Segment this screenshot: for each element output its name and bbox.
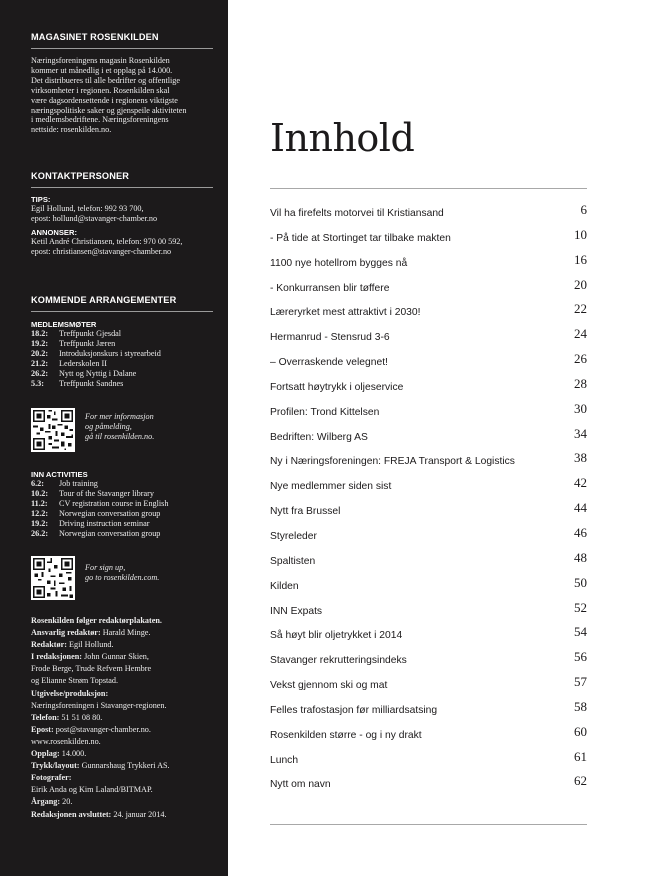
qr-code-icon[interactable]	[31, 556, 75, 600]
event-name: Treffpunkt Sandnes	[59, 378, 124, 388]
toc-item-title: Vekst gjennom ski og mat	[270, 680, 388, 692]
toc-item-title: Bedriften: Wilberg AS	[270, 431, 368, 443]
toc-item-title: INN Expats	[270, 605, 323, 617]
event-name: Tour of the Stavanger library	[59, 488, 154, 498]
ads-line: epost: christiansen@stavanger-chamber.no	[31, 246, 172, 256]
toc-item-page: 60	[574, 723, 587, 739]
toc-item[interactable]	[270, 574, 587, 599]
colophon-label: Utgivelse/produksjon:	[31, 688, 109, 698]
colophon-line	[31, 748, 170, 760]
event-name: CV registration course in English	[59, 498, 169, 508]
toc-item-page: 50	[574, 574, 587, 590]
colophon-line: Næringsforeningen i Stavanger-regionen.	[31, 700, 167, 710]
toc-item[interactable]	[270, 325, 587, 350]
toc-item[interactable]	[270, 748, 587, 773]
toc-item[interactable]	[270, 449, 587, 474]
toc-item-title: Nytt fra Brussel	[270, 506, 341, 518]
toc-item[interactable]	[270, 276, 587, 301]
toc-item[interactable]	[270, 772, 587, 797]
toc-item-title: Vil ha firefelts motorvei til Kristiansand	[270, 208, 444, 219]
event-row	[31, 509, 168, 519]
event-date: 6.2:	[31, 479, 44, 488]
qr-info-line: gå til rosenkilden.no.	[85, 432, 155, 441]
toc-item[interactable]	[270, 599, 587, 624]
toc-item-page: 57	[574, 674, 587, 690]
event-date: 11.2:	[31, 498, 48, 508]
toc-item[interactable]	[270, 300, 587, 325]
toc-item-title: Læreryrket mest attraktivt i 2030!	[270, 307, 421, 319]
toc-item[interactable]	[270, 698, 587, 723]
page-title: Innhold	[270, 116, 415, 160]
colophon	[31, 615, 170, 821]
colophon-label: Ansvarlig redaktør:	[31, 628, 101, 638]
toc-item-page: 24	[574, 326, 587, 342]
magazine-line: kommer ut månedlig i et opplag på 14.000.	[31, 65, 173, 75]
toc-item[interactable]	[270, 673, 587, 698]
divider	[31, 187, 213, 188]
event-row	[31, 529, 168, 539]
colophon-line: Frode Berge, Trude Refvem Hembre	[31, 664, 152, 674]
event-date: 10.2:	[31, 488, 49, 498]
toc-item-title: Felles trafostasjon før milliardsatsing	[270, 704, 438, 716]
colophon-label: Telefon:	[31, 712, 60, 722]
toc-item-page: 10	[574, 226, 587, 242]
toc-item-page: 61	[574, 748, 587, 764]
colophon-line: Rosenkilden følger redaktørplakaten.	[31, 616, 162, 625]
event-name: Nytt og Nyttig i Dalane	[59, 368, 137, 378]
toc-item-title: Lunch	[270, 754, 299, 766]
toc-item-page: 28	[574, 375, 587, 391]
tips-line: epost: hollund@stavanger-chamber.no	[31, 213, 158, 223]
ads-line: Ketil André Christiansen, telefon: 970 00 592,	[31, 236, 183, 246]
toc-item-title: Styreleder	[270, 530, 317, 542]
event-date: 19.2:	[31, 518, 49, 528]
toc-item[interactable]	[270, 648, 587, 673]
toc-item-page: 6	[580, 202, 587, 217]
event-name: Job training	[59, 479, 98, 488]
toc-item[interactable]	[270, 499, 587, 524]
members-label: MEDLEMSMØTER	[31, 320, 97, 329]
colophon-line: Eirik Anda og Kim Laland/BITMAP.	[31, 785, 153, 795]
colophon-label: Fotografer:	[31, 773, 72, 783]
toc-item-title: Nytt om navn	[270, 779, 331, 791]
toc-item[interactable]	[270, 723, 587, 748]
toc-item-page: 48	[574, 549, 587, 565]
table-of-contents	[270, 201, 587, 797]
magazine-line: virksomheter i regionen. Rosenkilden skal	[31, 85, 170, 95]
colophon-line	[31, 651, 170, 663]
qr-info-text	[85, 412, 154, 442]
toc-item-page: 30	[574, 400, 587, 416]
event-name: Introduksjonskurs i styrearbeid	[59, 348, 161, 358]
event-name: Treffpunkt Jæren	[59, 338, 116, 348]
colophon-value: 20.	[62, 797, 73, 807]
qr-info-line: For sign up,	[85, 563, 126, 572]
toc-item-title: 1100 nye hotellrom bygges nå	[270, 257, 408, 269]
toc-item-title: Profilen: Trond Kittelsen	[270, 406, 380, 418]
toc-item[interactable]	[270, 524, 587, 549]
sidebar	[0, 0, 228, 876]
toc-item[interactable]	[270, 226, 587, 251]
magazine-line: Næringsforeningens magasin Rosenkilden	[31, 56, 170, 65]
event-name: Norwegian conversation group	[59, 508, 161, 518]
toc-item-page: 26	[574, 351, 587, 367]
toc-item-page: 38	[574, 450, 587, 466]
tips-line: Egil Hollund, telefon: 992 93 700,	[31, 204, 144, 213]
toc-item-title: Rosenkilden større - og i ny drakt	[270, 729, 422, 741]
toc-item-page: 54	[574, 624, 587, 640]
divider	[270, 824, 587, 825]
toc-item[interactable]	[270, 251, 587, 276]
event-row	[31, 339, 161, 349]
toc-item-page: 16	[574, 251, 587, 267]
event-name: Treffpunkt Gjesdal	[59, 329, 122, 338]
contacts-block	[31, 195, 182, 257]
toc-item[interactable]	[270, 549, 587, 574]
event-date: 20.2:	[31, 348, 49, 358]
magazine-line: Det distribueres til alle bedrifter og offentlige	[31, 75, 180, 85]
colophon-line	[31, 809, 170, 821]
toc-item-page: 62	[574, 773, 587, 789]
members-events	[31, 320, 161, 388]
magazine-line: i medlemsbedriftene. Næringsforeningens	[31, 115, 169, 125]
toc-item-page: 56	[574, 649, 587, 665]
colophon-label: Epost:	[31, 724, 54, 734]
qr-info-line: For mer informasjon	[85, 412, 154, 421]
colophon-line	[31, 639, 170, 651]
toc-item[interactable]	[270, 425, 587, 450]
toc-item-page: 20	[574, 276, 587, 292]
toc-item[interactable]	[270, 623, 587, 648]
toc-item[interactable]	[270, 375, 587, 400]
event-date: 12.2:	[31, 508, 49, 518]
colophon-value: Egil Hollund.	[68, 640, 114, 650]
colophon-label: I redaksjonen:	[31, 652, 83, 662]
event-name: Driving instruction seminar	[59, 518, 150, 528]
event-date: 26.2:	[31, 528, 49, 538]
magazine-heading: MAGASINET ROSENKILDEN	[31, 32, 159, 42]
event-row	[31, 479, 168, 489]
magazine-line: næringspolitiske saker og gjenspeile aktiviteten	[31, 105, 187, 115]
toc-item-title: Nye medlemmer siden sist	[270, 481, 392, 493]
colophon-value: Harald Minge.	[102, 628, 151, 638]
toc-item-page: 22	[574, 301, 587, 317]
event-date: 26.2:	[31, 368, 49, 378]
event-date: 19.2:	[31, 338, 49, 348]
toc-item-title: - På tide at Stortinget tar tilbake makten	[270, 232, 451, 244]
magazine-description	[31, 56, 187, 135]
event-row	[31, 329, 161, 339]
colophon-line	[31, 627, 170, 639]
toc-item[interactable]	[270, 400, 587, 425]
colophon-value: 14.000.	[61, 749, 87, 759]
qr-info-text	[85, 563, 159, 583]
colophon-website-link[interactable]: www.rosenkilden.no.	[31, 736, 101, 746]
toc-item[interactable]	[270, 201, 587, 226]
event-row	[31, 499, 168, 509]
toc-item-title: Stavanger rekrutteringsindeks	[270, 655, 407, 667]
toc-item[interactable]	[270, 474, 587, 499]
colophon-line	[31, 760, 170, 772]
event-row	[31, 369, 161, 379]
event-date: 18.2:	[31, 329, 49, 338]
toc-item[interactable]	[270, 350, 587, 375]
toc-item-title: Kilden	[270, 580, 299, 592]
event-name: Lederskolen II	[59, 358, 107, 368]
colophon-line	[31, 724, 170, 736]
colophon-value: Gunnarshaug Trykkeri AS.	[81, 761, 170, 771]
event-row	[31, 379, 161, 389]
toc-item-title: Hermanrud - Stensrud 3-6	[270, 332, 390, 344]
contacts-heading: KONTAKTPERSONER	[31, 171, 130, 181]
colophon-label: Årgang:	[31, 797, 61, 807]
divider	[31, 48, 213, 49]
colophon-email[interactable]: post@stavanger-chamber.no.	[55, 724, 151, 734]
event-row	[31, 349, 161, 359]
divider	[31, 311, 213, 312]
event-row	[31, 519, 168, 529]
toc-item-title: - Konkurransen blir tøffere	[270, 282, 390, 294]
toc-item-page: 52	[574, 599, 587, 615]
tips-label: TIPS:	[31, 195, 51, 204]
colophon-line	[31, 796, 170, 808]
toc-item-page: 42	[574, 475, 587, 491]
ads-label: ANNONSER:	[31, 227, 77, 237]
toc-item-page: 34	[574, 425, 587, 441]
toc-item-title: Så høyt blir oljetrykket i 2014	[270, 630, 403, 642]
divider	[270, 188, 587, 189]
toc-item-title: Spaltisten	[270, 555, 316, 567]
toc-item-page: 44	[574, 500, 587, 516]
colophon-label: Redaksjonen avsluttet:	[31, 809, 112, 819]
events-heading: KOMMENDE ARRANGEMENTER	[31, 295, 177, 305]
magazine-line: være dagsordensettende i regionens viktigste	[31, 95, 178, 105]
colophon-value: John Gunnar Skien,	[84, 652, 149, 662]
qr-info-line: go to rosenkilden.com.	[85, 573, 160, 582]
event-name: Norwegian conversation group	[59, 528, 161, 538]
colophon-label: Trykk/layout:	[31, 761, 80, 771]
colophon-value: 24. januar 2014.	[113, 809, 167, 819]
inn-label: INN ACTIVITIES	[31, 470, 88, 479]
toc-item-title: – Overraskende velegnet!	[270, 357, 388, 369]
event-date: 5.3:	[31, 378, 44, 388]
colophon-line: og Elianne Strøm Topstad.	[31, 676, 119, 686]
toc-item-page: 58	[574, 698, 587, 714]
colophon-line	[31, 712, 170, 724]
event-row	[31, 489, 168, 499]
toc-item-title: Fortsatt høytrykk i oljeservice	[270, 381, 404, 393]
colophon-label: Opplag:	[31, 749, 60, 759]
event-row	[31, 359, 161, 369]
magazine-line: nettside: rosenkilden.no.	[31, 125, 112, 135]
event-date: 21.2:	[31, 358, 49, 368]
inn-events	[31, 470, 168, 538]
colophon-value: 51 51 08 80.	[61, 712, 103, 722]
colophon-label: Redaktør:	[31, 640, 67, 650]
qr-code-icon[interactable]	[31, 408, 75, 452]
qr-info-line: og påmelding,	[85, 422, 132, 431]
toc-item-title: Ny i Næringsforeningen: FREJA Transport & Logistics	[270, 456, 515, 468]
toc-item-page: 46	[574, 524, 587, 540]
